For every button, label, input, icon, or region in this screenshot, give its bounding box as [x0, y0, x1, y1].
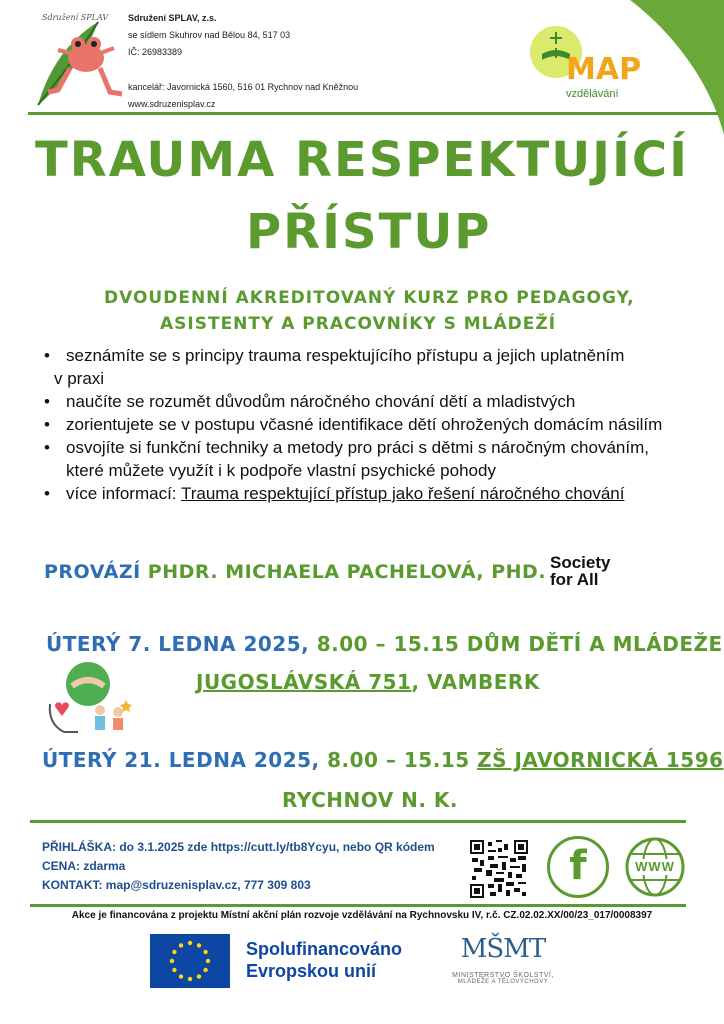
subtitle-line1: DVOUDENNÍ AKREDITOVANÝ KURZ PRO PEDAGOGY,	[104, 288, 635, 308]
event1-line1: ÚTERÝ 7. LEDNA 2025, 8.00 – 15.15 DŮM DĚTÍ A MLÁDEŽE	[46, 632, 723, 656]
map-logo-text: MAP	[566, 52, 642, 87]
org-name: Sdružení SPLAV, z.s.	[128, 13, 217, 23]
event2-place[interactable]: ZŠ JAVORNICKÁ 1596	[477, 748, 724, 772]
eu-text	[246, 938, 402, 982]
more-info-link[interactable]: Trauma respektující přístup jako řešení náročného chování	[180, 484, 625, 503]
list-item: • osvojíte si funkční techniky a metody pro práci s dětmi s náročným chováním,	[42, 436, 712, 459]
header-divider	[28, 112, 718, 115]
registration-text[interactable]: PŘIHLÁŠKA: do 3.1.2025 zde https://cutt.ly/tb8Ycyu, nebo QR kódem	[42, 840, 435, 854]
list-item-continued: v praxi	[54, 369, 105, 388]
society-line1: Society	[550, 553, 611, 572]
facebook-icon[interactable]: f	[547, 836, 609, 898]
benefits-list	[42, 344, 712, 505]
page-title-line1: TRAUMA RESPEKTUJÍCÍ	[35, 132, 689, 188]
guide-label: PROVÁZÍ	[44, 561, 141, 583]
price-text: CENA: zdarma	[42, 859, 126, 873]
qr-code[interactable]	[470, 840, 528, 898]
list-item	[42, 482, 712, 505]
event1-city: , VAMBERK	[411, 670, 540, 694]
splav-logo-text: Sdružení SPLAV	[42, 13, 109, 22]
event2-time: 8.00 – 15.15	[319, 748, 478, 772]
eu-line1: Spolufinancováno	[246, 939, 403, 959]
msmt-logo: MŠMT MINISTERSTVO ŠKOLSTVÍ, MLÁDEŽE A TĚLOVÝCHOVY	[452, 934, 554, 985]
event2-city: RYCHNOV N. K.	[282, 788, 459, 812]
event1-time-place: 8.00 – 15.15 DŮM DĚTÍ A MLÁDEŽE	[309, 632, 723, 656]
event2-date: ÚTERÝ 21. LEDNA 2025	[42, 748, 312, 772]
org-ic: IČ: 26983389	[128, 47, 183, 57]
map-logo-sub: vzdělávání	[566, 88, 619, 100]
org-info	[128, 10, 358, 113]
eu-line2: Evropskou unií	[246, 961, 377, 981]
map-logo	[526, 22, 642, 110]
event1-street[interactable]: JUGOSLÁVSKÁ 751	[196, 670, 412, 694]
guide-line	[44, 558, 546, 586]
org-office: kancelář: Javornická 1560, 516 01 Rychnov nad Kněžnou	[128, 82, 359, 92]
splav-logo	[28, 10, 128, 110]
event1-date: ÚTERÝ 7. LEDNA 2025	[46, 632, 302, 656]
org-address: se sídlem Skuhrov nad Bělou 84, 517 03	[128, 30, 291, 40]
more-info-label: více informací:	[66, 484, 181, 503]
event2-line1: ÚTERÝ 21. LEDNA 2025, 8.00 – 15.15 ZŠ JAVORNICKÁ 1596	[42, 748, 724, 772]
eu-flag	[150, 934, 230, 988]
society-for-all-logo	[550, 554, 610, 588]
contact-text[interactable]: KONTAKT: map@sdruzenisplav.cz, 777 309 803	[42, 878, 311, 892]
funding-note: Akce je financována z projektu Místní akční plán rozvoje vzdělávání na Rychnovsku IV, r.č. CZ.02.02.XX/00/23_017/0008397	[71, 910, 653, 921]
page-title-line2: PŘÍSTUP	[246, 204, 492, 260]
subtitle-line2: ASISTENTY A PRACOVNÍKY S MLÁDEŽÍ	[160, 314, 557, 334]
list-item-continued: které můžete využít i k podpoře vlastní psychické pohody	[66, 461, 496, 480]
www-globe-icon[interactable]: WWW	[624, 836, 686, 898]
footer-divider	[30, 904, 686, 907]
contact-block	[42, 838, 435, 895]
contact-divider	[30, 820, 686, 823]
list-item: • naučíte se rozumět důvodům náročného chování dětí a mladistvých	[42, 390, 712, 413]
guide-name: PHDR. MICHAELA PACHELOVÁ, PHD.	[147, 561, 547, 583]
society-line2: for All	[550, 570, 599, 589]
list-item: • seznámíte se s principy trauma respektujícího přístupu a jejich uplatněním	[42, 344, 712, 367]
org-web[interactable]: www.sdruzenisplav.cz	[128, 99, 216, 109]
list-item: • zorientujete se v postupu včasné identifikace dětí ohrožených domácím násilím	[42, 413, 712, 436]
event1-line2	[196, 668, 540, 696]
community-care-icon	[44, 660, 134, 736]
